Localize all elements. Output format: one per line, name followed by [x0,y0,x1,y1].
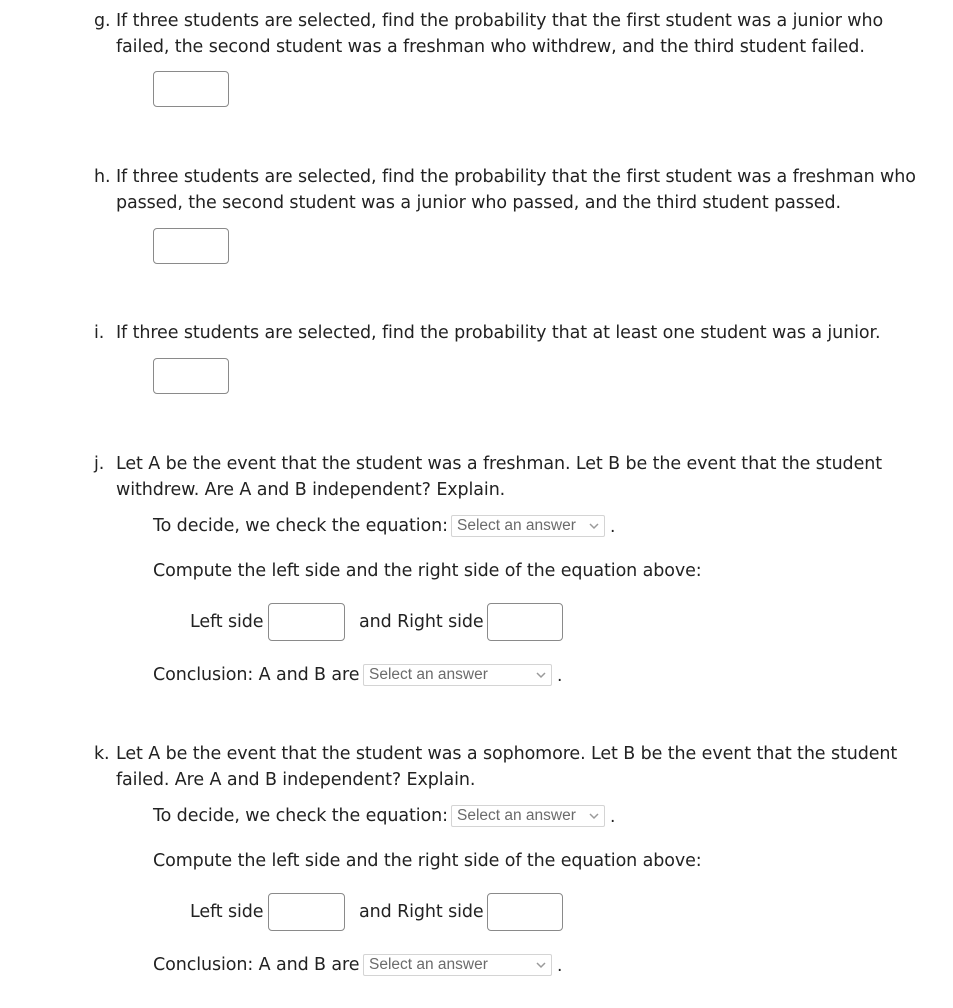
question-k-equation-select-value: Select an answer [457,807,576,824]
question-j-conclusion-period: . [557,666,563,686]
question-i-text [94,320,916,346]
question-h-body: If three students are selected, find the probability that the first student was a freshman who passed, the second student was a junior who passed, and the third student passed. [116,167,916,213]
question-j-left-side-input[interactable] [268,603,345,641]
question-h-letter: h. [94,167,111,187]
question-j-conclusion-select[interactable] [363,664,552,686]
question-j-conclusion-label: Conclusion: A and B are [153,665,360,685]
question-j-right-side-input[interactable] [487,603,563,641]
question-j-equation-select-value: Select an answer [457,517,576,534]
question-j-equation-select[interactable] [451,515,605,537]
question-k-conclusion-select[interactable] [363,954,552,976]
chevron-down-icon [588,517,600,535]
question-j-compute-label: Compute the left side and the right side of the equation above: [153,561,702,581]
question-k-conclusion-label: Conclusion: A and B are [153,955,360,975]
question-k-right-label: and Right side [359,902,484,922]
question-k-conclusion-period: . [557,956,563,976]
question-k-letter: k. [94,744,110,764]
question-i-body: If three students are selected, find the probability that at least one student was a junior. [116,323,881,343]
question-g-body: If three students are selected, find the probability that the first student was a junior who failed, the second student was a freshman who withdrew, and the third student failed. [116,11,884,57]
question-j-decide-label: To decide, we check the equation: [153,516,448,536]
question-g-text [94,8,916,60]
question-j-left-label: Left side [190,612,264,632]
question-h-answer-input[interactable] [153,228,229,264]
question-h-text [94,164,916,216]
question-k-body: Let A be the event that the student was a sophomore. Let B be the event that the student failed. Are A and B independent? Explain. [116,744,898,790]
question-i-letter: i. [94,323,105,343]
question-k-conclusion-select-value: Select an answer [369,956,488,973]
chevron-down-icon [535,956,547,974]
question-g-answer-input[interactable] [153,71,229,107]
question-k-left-side-input[interactable] [268,893,345,931]
question-k-equation-period: . [610,807,616,827]
question-k-equation-select[interactable] [451,805,605,827]
question-k-decide-label: To decide, we check the equation: [153,806,448,826]
question-i-answer-input[interactable] [153,358,229,394]
question-j-body: Let A be the event that the student was a freshman. Let B be the event that the student withdrew. Are A and B independent? Explain. [116,454,882,500]
question-k-left-label: Left side [190,902,264,922]
question-k-right-side-input[interactable] [487,893,563,931]
question-k-compute-label: Compute the left side and the right side of the equation above: [153,851,702,871]
question-g-letter: g. [94,11,111,31]
chevron-down-icon [588,807,600,825]
question-k-text [94,741,916,793]
question-j-right-label: and Right side [359,612,484,632]
question-j-text [94,451,916,503]
question-j-equation-period: . [610,517,616,537]
chevron-down-icon [535,666,547,684]
question-j-letter: j. [94,454,105,474]
question-j-conclusion-select-value: Select an answer [369,666,488,683]
